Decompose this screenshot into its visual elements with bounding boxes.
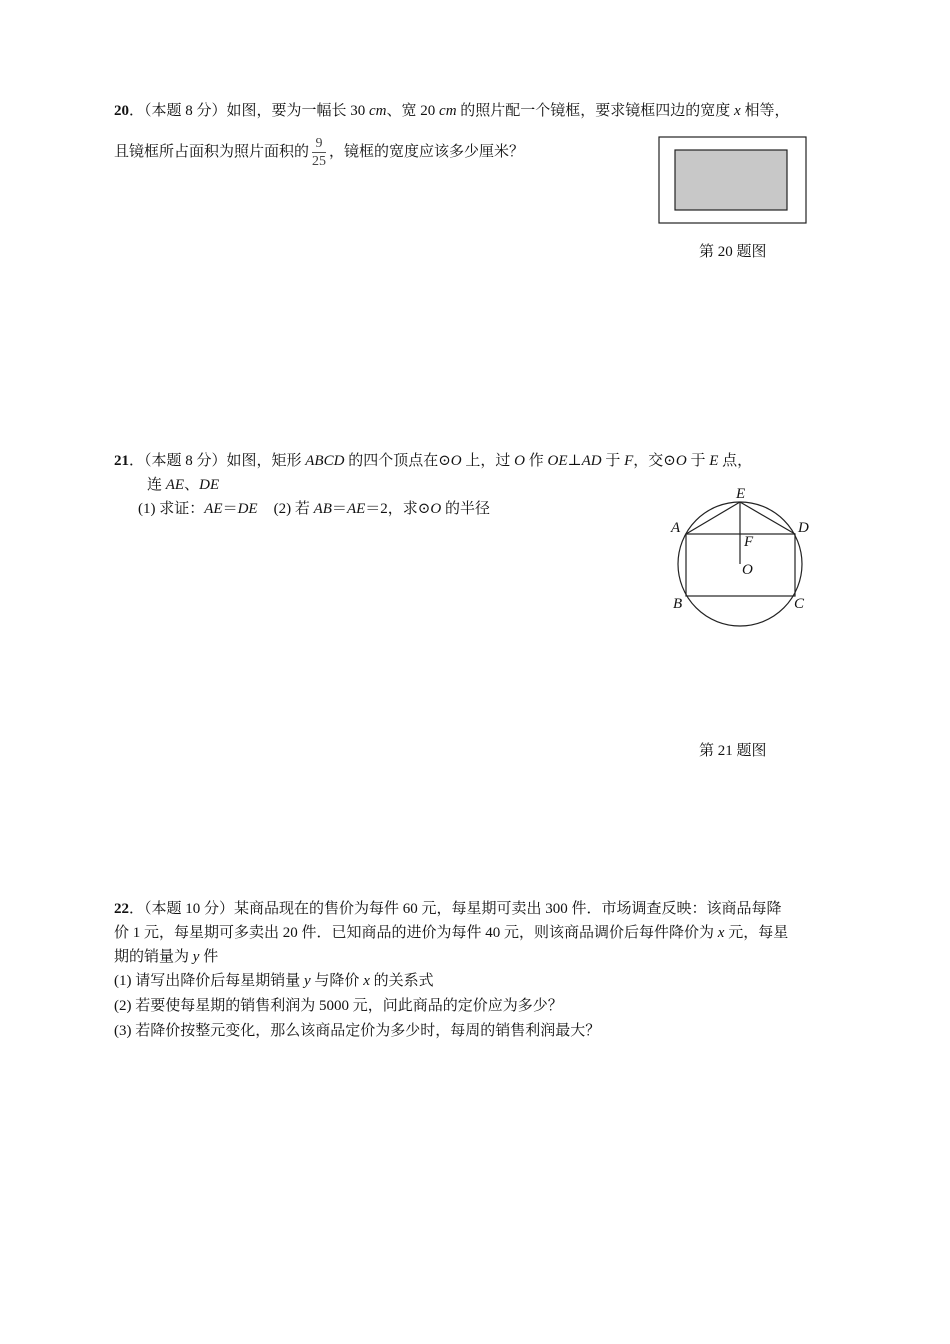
label-a: A: [671, 520, 681, 536]
q22-part2: (2) 若要使每星期的销售利润为 5000 元，问此商品的定价应为多少？: [114, 998, 563, 1014]
q20-fraction: $\frac{9}{25}$: [312, 136, 327, 169]
segment-de: [740, 502, 795, 534]
q20-line2: 且镜框所占面积为照片面积的 $\frac{9}{25}$ ，镜框的宽度应该多少厘米？: [114, 136, 525, 169]
q20-caption: 第 20 题图: [699, 244, 767, 260]
q21-number: 21: [114, 453, 129, 469]
q20-figure: [658, 136, 808, 226]
label-b: B: [673, 596, 683, 612]
label-c: C: [794, 596, 805, 612]
q22-line3: 期的销量为 y 件: [114, 949, 219, 965]
q21-parts: (1) 求证：AE＝DE (2) 若 AB＝AE＝2，求⊙O 的半径: [138, 501, 490, 517]
q20-line1: 20．（本题 8 分）如图，要为一幅长 30 cm、宽 20 cm 的照片配一个镜框，要求镜框四边的宽度 x 相等，: [114, 103, 790, 119]
label-e: E: [736, 486, 746, 502]
q22-part3: (3) 若降价按整元变化，那么该商品定价为多少时，每周的销售利润最大？: [114, 1023, 601, 1039]
q21-figure: [664, 482, 824, 632]
label-o: O: [742, 562, 753, 578]
q22-line1: 22．（本题 10 分）某商品现在的售价为每件 60 元，每星期可卖出 300 件．市场调查反映：该商品每降: [114, 901, 782, 917]
q21-caption: 第 21 题图: [699, 743, 767, 759]
label-f: F: [744, 534, 754, 550]
segment-ae: [686, 502, 740, 534]
q22-line2: 价 1 元，每星期可多卖出 20 件．已知商品的进价为每件 40 元，则该商品调价后每件降价为 x 元，每星: [114, 925, 789, 941]
q22-number: 22: [114, 901, 129, 917]
label-d: D: [798, 520, 809, 536]
q22-part1: (1) 请写出降价后每星期销量 y 与降价 x 的关系式: [114, 973, 434, 989]
q21-line1: 21．（本题 8 分）如图，矩形 ABCD 的四个顶点在⊙O 上，过 O 作 OE⊥AD 于 F，交⊙O 于 E 点，: [114, 453, 753, 469]
q21-line2: 连 AE、DE: [147, 477, 220, 493]
photo-inner-rect: [675, 150, 787, 210]
q20-number: 20: [114, 103, 129, 119]
